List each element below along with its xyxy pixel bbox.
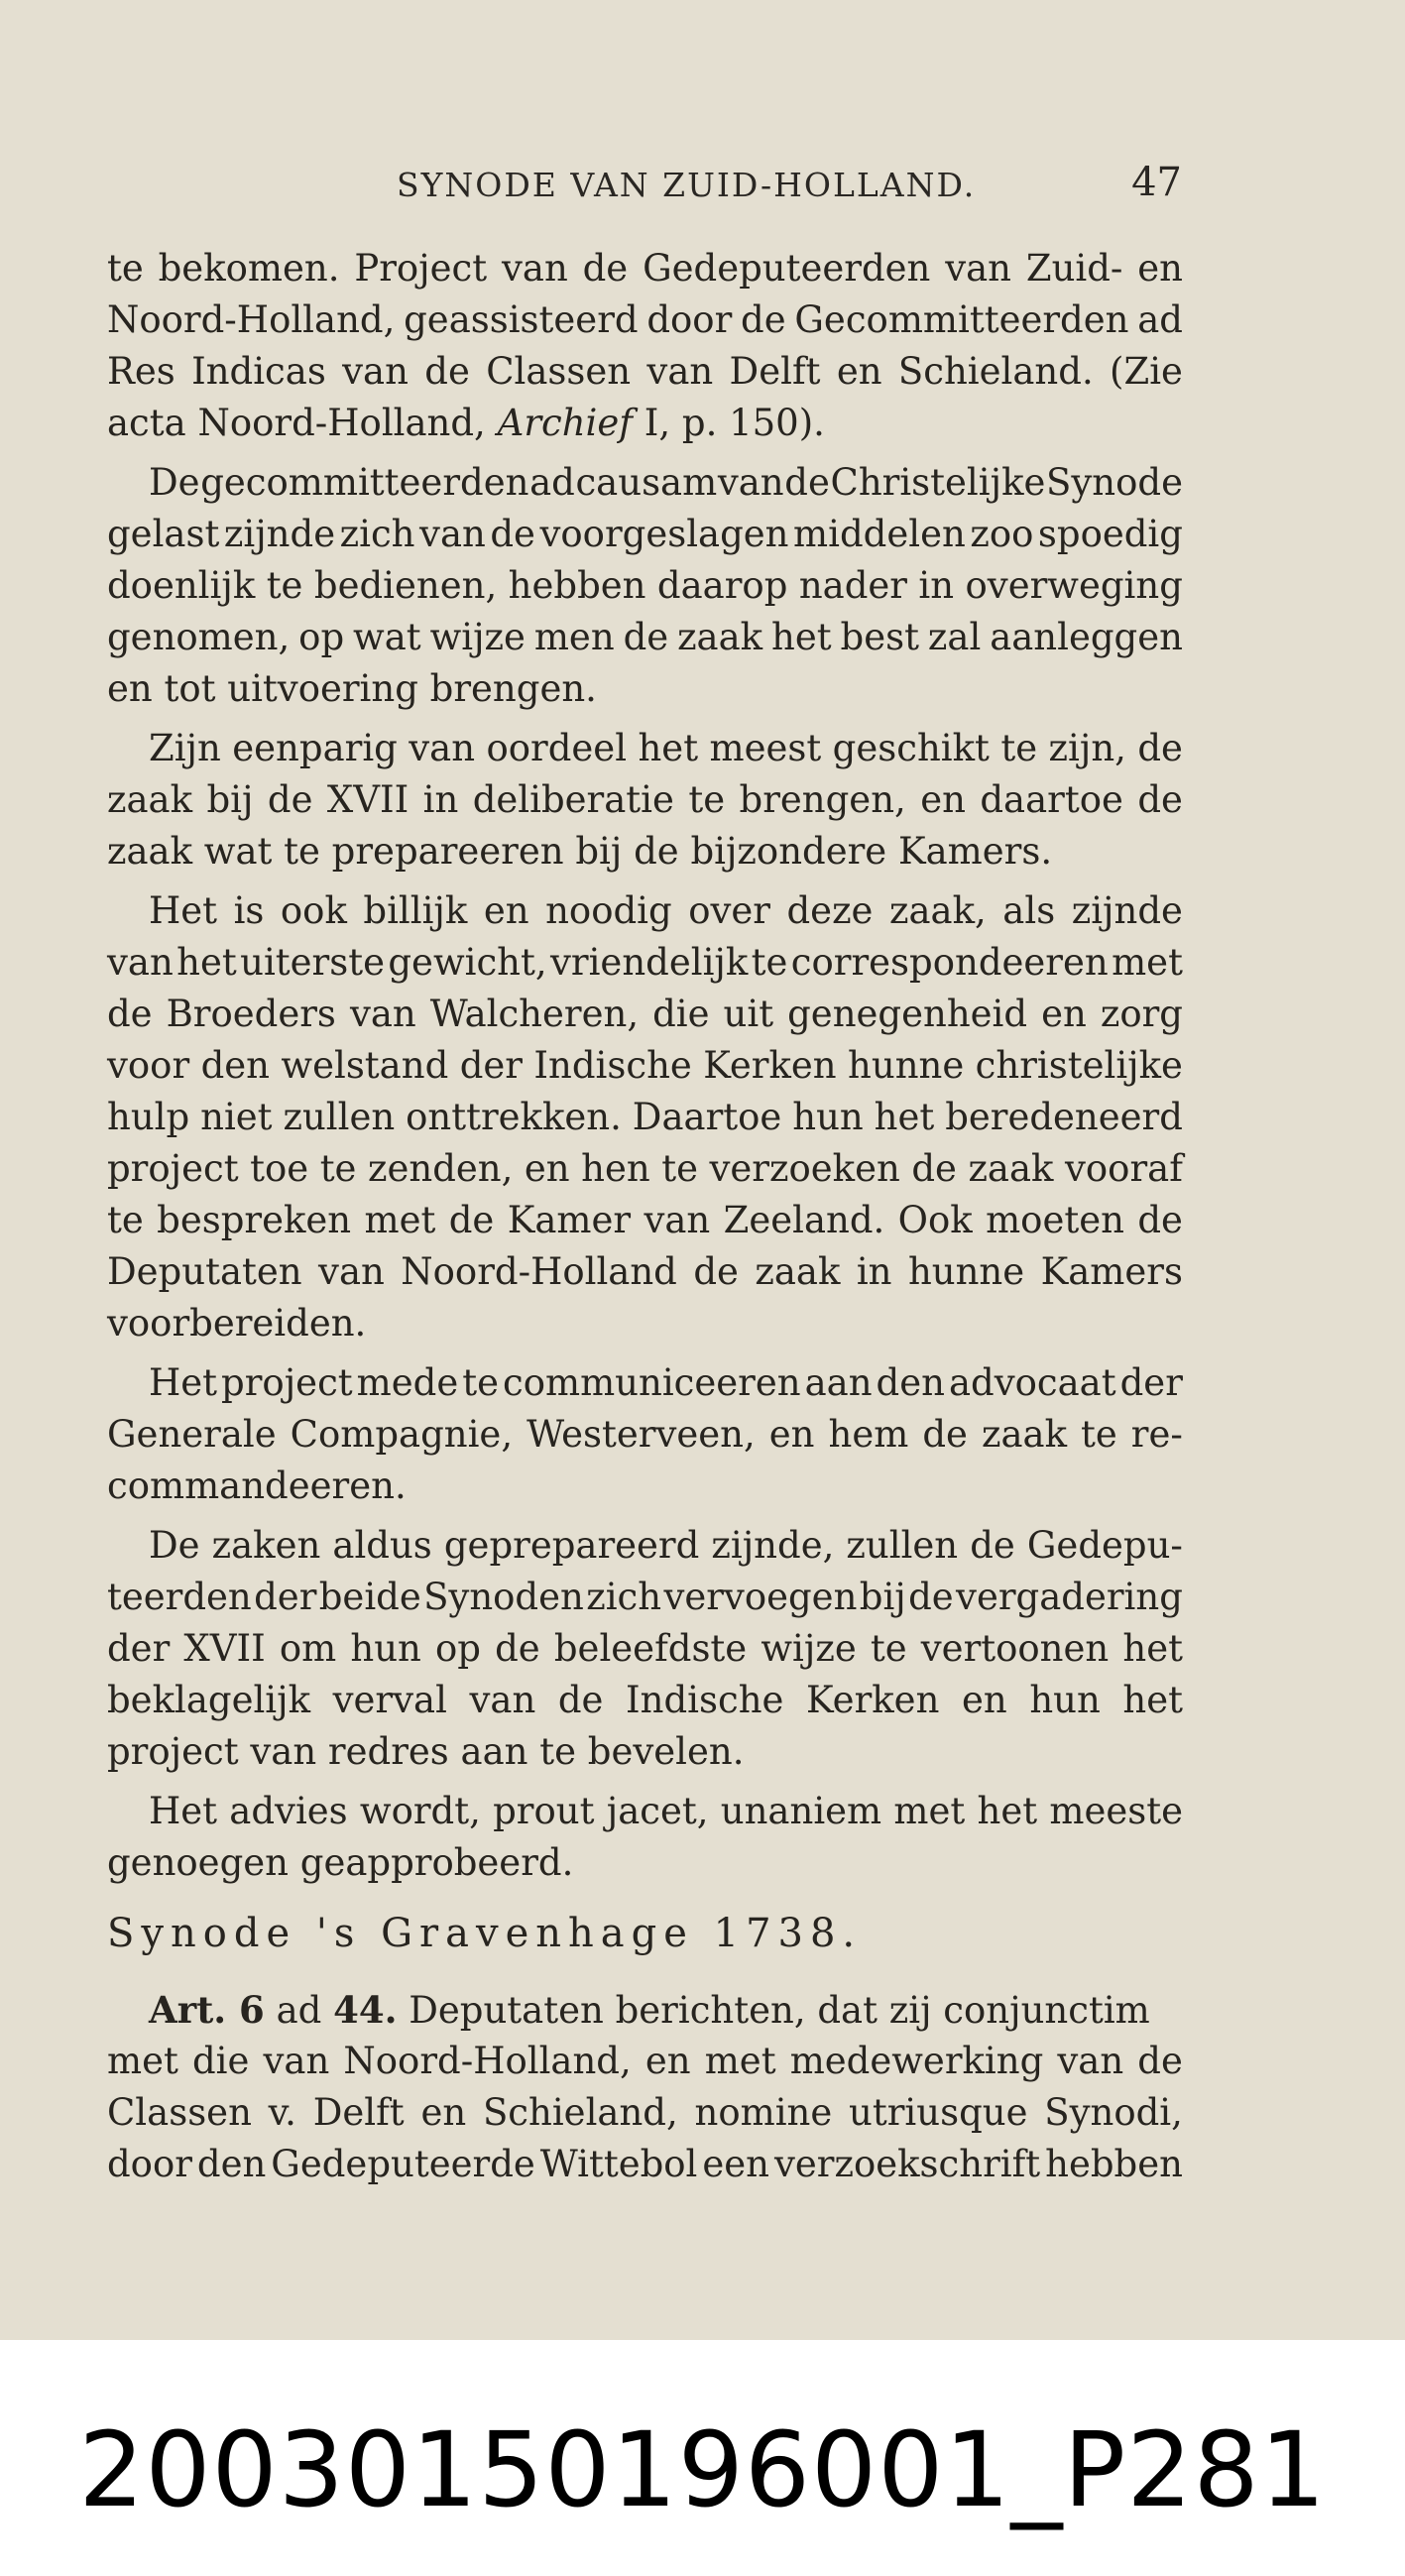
text-line: beklagelijk verval van de Indische Kerken en hun het <box>107 1679 1183 1721</box>
text-line: de Broeders van Walcheren, die uit genegenheid en zorg <box>107 993 1183 1035</box>
text-line: van het uiterste gewicht, vriendelijk te correspondeeren met <box>107 941 1183 984</box>
text-line: zaak wat te prepareeren bij de bijzondere Kamers. <box>107 830 1053 873</box>
text-line: acta Noord-Holland, Archief I, p. 150). <box>107 402 825 444</box>
text-line: Generale Compagnie, Westerveen, en hem de zaak te re- <box>107 1413 1183 1456</box>
text-line: te bekomen. Project van de Gedeputeerden van Zuid- en <box>107 247 1183 290</box>
scan-identifier: 20030150196001_P281 <box>78 2409 1327 2530</box>
text-line: Het is ook billijk en noodig over deze zaak, als zijnde <box>149 889 1183 932</box>
text-line: Het advies wordt, prout jacet, unaniem met het meeste <box>149 1790 1183 1832</box>
text-line: te bespreken met de Kamer van Zeeland. Ook moeten de <box>107 1199 1183 1241</box>
text-line: teerden der beide Synoden zich vervoegen bij de vergadering <box>107 1576 1183 1618</box>
text-line: genomen, op wat wijze men de zaak het best zal aanleggen <box>107 616 1183 658</box>
article-number: 44. <box>333 1988 398 2032</box>
text-line: zaak bij de XVII in deliberatie te brengen, en daartoe de <box>107 778 1183 821</box>
text-line: en tot uitvoering brengen. <box>107 667 597 710</box>
text-line: doenlijk te bedienen, hebben daarop nader in overweging <box>107 564 1183 607</box>
text-line: Classen v. Delft en Schieland, nomine utriusque Synodi, <box>107 2091 1183 2134</box>
text-line: met die van Noord-Holland, en met medewerking van de <box>107 2040 1183 2082</box>
text-line: De gecommitteerden ad causam van de Christelijke Synode <box>149 461 1183 504</box>
page-number: 47 <box>1131 160 1182 205</box>
text-line: Het project mede te communiceeren aan den advocaat der <box>149 1361 1183 1404</box>
text-line: voorbereiden. <box>107 1302 367 1345</box>
text-line: De zaken aldus geprepareerd zijnde, zullen de Gedepu- <box>149 1524 1183 1567</box>
body-text <box>107 243 1183 2190</box>
running-head: SYNODE VAN ZUID-HOLLAND. <box>397 166 977 204</box>
article-label: Art. 6 <box>149 1988 265 2032</box>
text-line: hulp niet zullen onttrekken. Daartoe hun het beredeneerd <box>107 1096 1183 1138</box>
text-line: door den Gedeputeerde Wittebol een verzoekschrift hebben <box>107 2143 1183 2185</box>
text-line: Deputaten van Noord-Holland de zaak in hunne Kamers <box>107 1250 1183 1293</box>
page-header <box>0 154 1405 213</box>
italic-title: Archief <box>497 402 633 444</box>
text-line: Res Indicas van de Classen van Delft en Schieland. (Zie <box>107 350 1183 393</box>
text-line: der XVII om hun op de beleefdste wijze te vertoonen het <box>107 1627 1183 1670</box>
text-line: genoegen geapprobeerd. <box>107 1841 574 1884</box>
text-line: project toe te zenden, en hen te verzoeken de zaak vooraf <box>107 1147 1183 1190</box>
text-line: commandeeren. <box>107 1464 407 1507</box>
text-line: voor den welstand der Indische Kerken hunne christelijke <box>107 1044 1183 1087</box>
text-line: project van redres aan te bevelen. <box>107 1730 745 1773</box>
text-line: gelast zijnde zich van de voorgeslagen middelen zoo spoedig <box>107 513 1183 555</box>
text-line: Noord-Holland, geassisteerd door de Gecommitteerden ad <box>107 298 1183 341</box>
section-heading: Synode 's Gravenhage 1738. <box>107 1911 863 1956</box>
article-first-line: Art. 6 ad 44. Deputaten berichten, dat zij conjunctim <box>149 1988 1150 2032</box>
text-line: Zijn eenparig van oordeel het meest geschikt te zijn, de <box>149 727 1183 769</box>
